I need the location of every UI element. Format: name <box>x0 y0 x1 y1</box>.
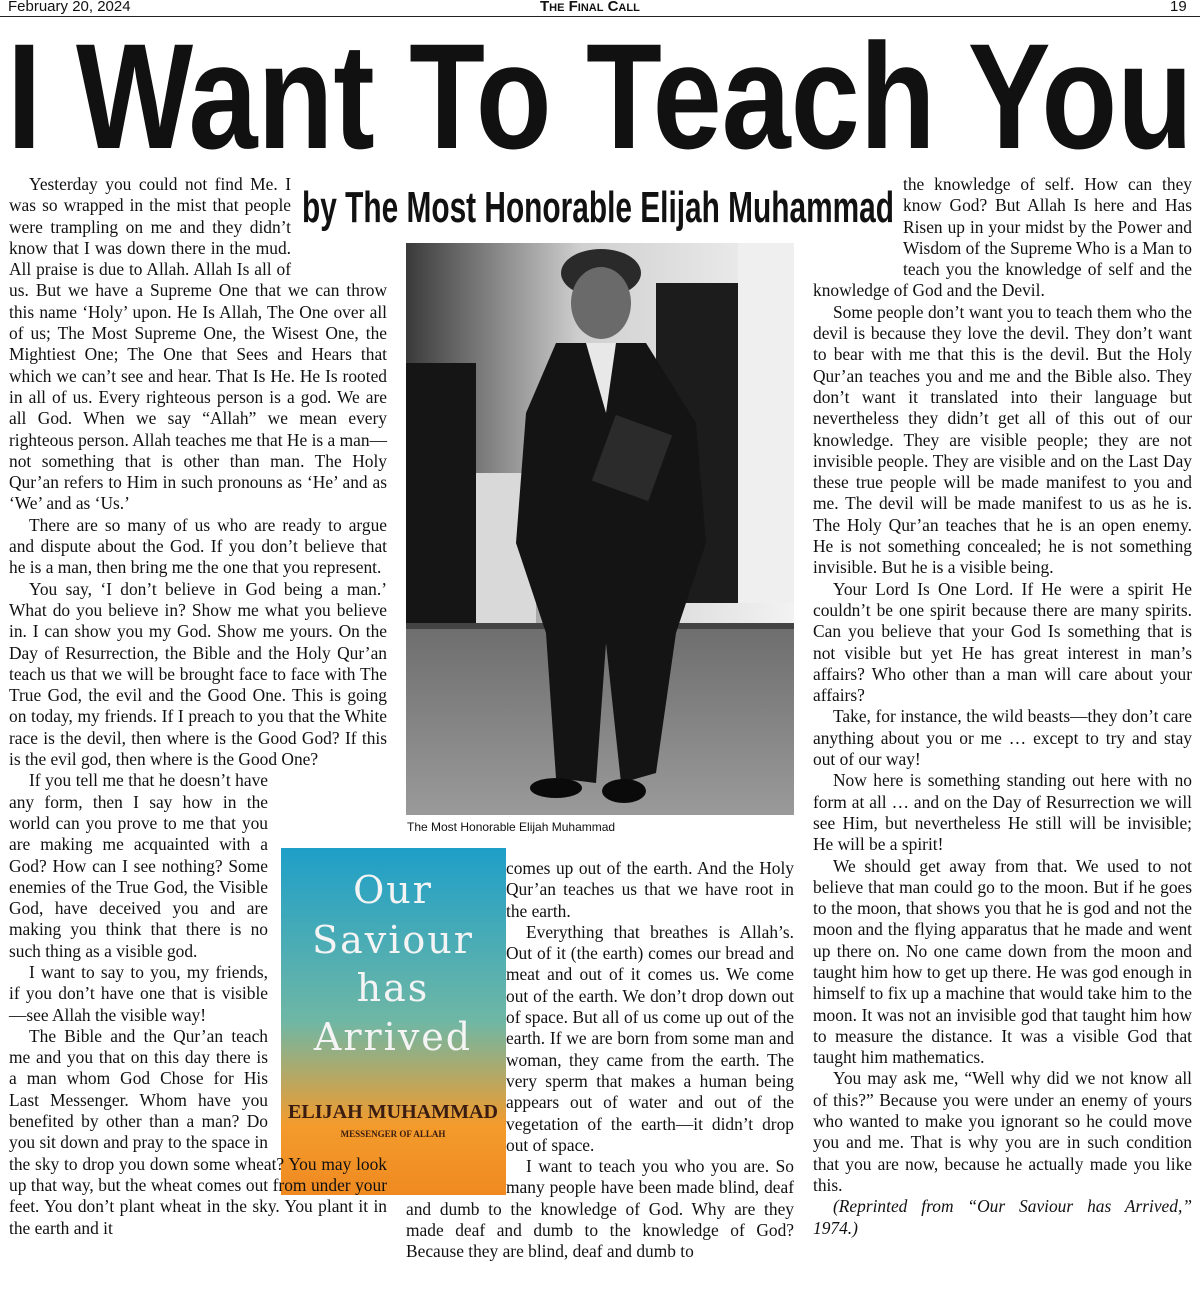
paragraph: comes up out of the earth. And the Holy Qur’an teaches us that we have root in the earth. <box>506 858 794 921</box>
paragraph: Take, for instance, the wild beasts—they don’t care anything about you or me … except to try and stay out of our way! <box>813 706 1192 770</box>
book-title-line4: Arrived <box>313 1015 473 1059</box>
article-column-c <box>813 174 1192 1239</box>
portrait-photo <box>406 243 794 815</box>
paragraph: I want to teach you who you are. So many people have been made blind, deaf and dumb to the knowledge of God. Why are they made deaf and dumb to the knowledge of God? Because they are blind, deaf and dumb to <box>406 1156 794 1262</box>
article-column-b <box>406 858 794 1263</box>
book-title-line3: has <box>356 966 430 1010</box>
article-column-a <box>9 174 387 1239</box>
paragraph: You say, ‘I don’t believe in God being a man.’ What do you believe in? Show me what you believe in. I can show you my God. Show me yours. On the Day of Resurrection, the Bible and the Holy Qur’an teach us that we will be brought face to face with The True God, the evil and the Good One. This is going on today, my friends. If I preach to you that the White race is the devil, then where is the Good God? If this is the evil god, then where is the Good One? <box>9 578 387 770</box>
byline: by The Most Honorable Elijah Muhammad <box>302 183 894 232</box>
paragraph: I want to say to you, my friends, if you don’t have one that is visible—see Allah the visible way! <box>9 961 268 1025</box>
paragraph: There are so many of us who are ready to argue and dispute about the God. If you don’t believe that he is a man, then bring me the one that you represent. <box>9 514 387 578</box>
issue-date: February 20, 2024 <box>8 0 131 15</box>
paragraph: Now here is something standing out here with no form at all … and on the Day of Resurrection we will see Him, but nevertheless He still will be invisible; He will be a spirit! <box>813 770 1192 855</box>
source-note: (Reprinted from “Our Saviour has Arrived,” 1974.) <box>813 1196 1192 1238</box>
book-float-spacer <box>268 770 387 1142</box>
byline-block <box>300 176 900 236</box>
photo-caption: The Most Honorable Elijah Muhammad <box>407 820 616 834</box>
paragraph: We should get away from that. We used to not believe that man could go to the moon. But if he goes to the moon, that shows you that he is god and not the moon and the flying apparatus that he made and went up there on. No one came down from the moon and taught him how to get up there. He was god enough in himself to fix up a machine that would take him to the moon. It was not an invisible god that taught him how to measure the distance. It was a visible God that taught him mathematics. <box>813 855 1192 1068</box>
book-author: ELIJAH MUHAMMAD <box>288 1101 498 1123</box>
paragraph: the knowledge of self. How can they know God? But Allah Is here and Has Risen up in your midst by the Power and Wisdom of the Supreme Who is a Man to teach you the knowledge of self and the knowledge of God and the Devil. <box>813 174 1192 301</box>
paragraph: Some people don’t want you to teach them who the devil is because they love the devil. They don’t want to bear with me that this is the devil. But the Holy Qur’an teaches you and me and the Bible also. They don’t want it translated into their language but nevertheless they didn’t get all of this out of our knowledge. They are visible people; they are not invisible people. They are visible and on the Last Day these true people will be made manifest to you and me. The devil will be made manifest to us as he is. The Holy Qur’an teaches that he is an open enemy. He is not something concealed; he is not something invisible. But he is a visible being. <box>813 301 1192 578</box>
book-title-line1: Our <box>353 868 433 912</box>
publication-name: The Final Call <box>540 0 640 15</box>
paragraph: You may ask me, “Well why did we not know all of this?” Because you were under an enemy of yours who wanted to make you ignorant so he could move you and me. That is why you are in such condition that you are now, because he actually made you like this. <box>813 1068 1192 1195</box>
byline-float-spacer-c <box>813 174 903 260</box>
book-author-subtitle: MESSENGER OF ALLAH <box>340 1129 446 1139</box>
paragraph: Yesterday you could not find Me. I was so wrapped in the mist that people were trampling on me and they didn’t know that I was down there in the mud. All praise is due to Allah. Allah Is all of us. But we have a Supreme One that we can throw this name ‘Holy’ upon. He Is Allah, The One over all of us; The Most Supreme One, the Wisest One, the Mightiest One; The One that Sees and Hears that which we can’t see and hear. That Is He. He Is rooted in all of us. Every righteous person is a god. We are all God. When we say “Allah” we mean every righteous person. Allah teaches me that He is a man—not something that is other than man. The Holy Qur’an refers to Him in such pronouns as ‘He’ and as ‘We’ and as ‘Us.’ <box>9 174 387 514</box>
header-rule <box>0 16 1200 17</box>
byline-float-spacer <box>291 174 387 264</box>
page-number: 19 <box>1170 0 1187 15</box>
paragraph: Everything that breathes is Allah’s. Out of it (the earth) comes our bread and meat and out of it comes us. We come out of the earth. We don’t drop down out of space. But all of us come up out of the earth. If we are born from some man and woman, they came from the earth. The very sperm that makes a human being appears out of water and out of the vegetation of the earth—it didn’t drop out of space. <box>506 921 794 1155</box>
headline-block <box>4 22 1196 160</box>
paragraph: Your Lord Is One Lord. If He were a spirit He couldn’t be one spirit because there are many spirits. Can you believe that your God Is something that is not visible but yet He has great interest in man’s affairs? Who other than a man will care about your affairs? <box>813 578 1192 706</box>
book-title-line2: Saviour <box>312 918 474 962</box>
paragraph: The Bible and the Qur’an teach me and you that on this day there is a man whom God Chose for His Last Messenger. Whom have you benefited by other than a man? Do you sit down and pray to the space in the sky to drop you down some wheat? You may look up that way, but the wheat comes out from under your feet. You don’t plant wheat in the sky. You plant it in the earth and it <box>9 1025 387 1238</box>
paragraph: If you tell me that he doesn’t have any form, then I say how in the world can you prove to me that you are making me acquainted with a God? How can I see nothing? Some enemies of the True God, the Visible God, have deceived you and are making you think that there is no such thing as a visible god. <box>9 770 268 961</box>
headline: I Want To Teach You <box>7 22 1193 160</box>
book-float-spacer-b <box>406 858 506 1188</box>
